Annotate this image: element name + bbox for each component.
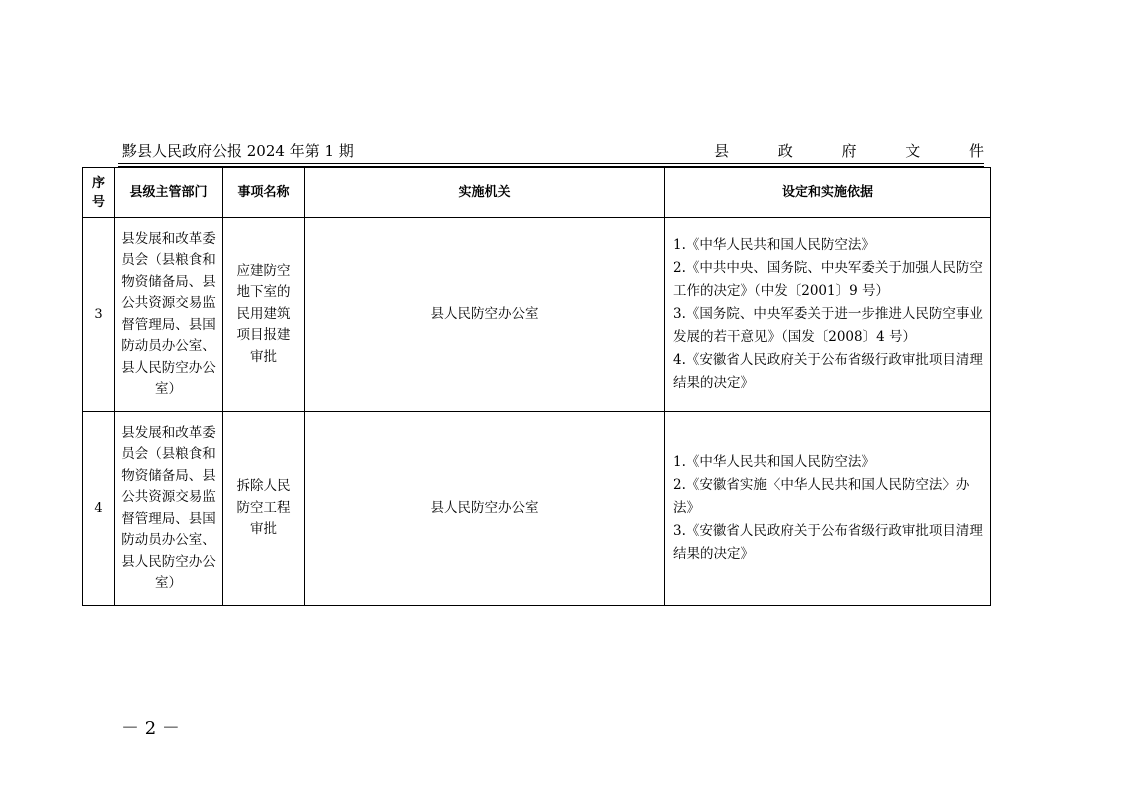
section-title xyxy=(714,141,984,161)
section-char: 文 xyxy=(905,142,921,160)
basis-item: 2.《安徽省实施〈中华人民共和国人民防空法〉办法》 xyxy=(673,477,970,516)
row-dept: 县发展和改革委员会（县粮食和物资储备局、县公共资源交易监督管理局、县国防动员办公室、县人民防空办公室） xyxy=(115,412,223,606)
bulletin-title: 黟县人民政府公报 2024 年第 1 期 xyxy=(122,142,354,160)
basis-item: 2.《中共中央、国务院、中央军委关于加强人民防空工作的决定》（中发〔2001〕9 号） xyxy=(673,260,983,299)
row-name: 应建防空地下室的民用建筑项目报建审批 xyxy=(223,218,305,412)
section-char: 府 xyxy=(841,142,857,160)
header-rule-thin xyxy=(118,163,984,164)
header-name: 事项名称 xyxy=(223,168,305,218)
basis-item: 1.《中华人民共和国人民防空法》 xyxy=(673,454,875,470)
section-char: 政 xyxy=(777,142,793,160)
table-row xyxy=(83,218,991,412)
table-header-row xyxy=(83,168,991,218)
section-char: 件 xyxy=(968,142,984,160)
row-agency: 县人民防空办公室 xyxy=(305,218,665,412)
row-seq: 4 xyxy=(83,412,115,606)
approval-items-table xyxy=(82,167,991,606)
page-number: － 2 － xyxy=(121,718,180,739)
row-dept: 县发展和改革委员会（县粮食和物资储备局、县公共资源交易监督管理局、县国防动员办公室、县人民防空办公室） xyxy=(115,218,223,412)
basis-item: 3.《国务院、中央军委关于进一步推进人民防空事业发展的若干意见》（国发〔2008〕4 号） xyxy=(673,306,983,345)
table-row xyxy=(83,412,991,606)
page-header xyxy=(118,141,984,165)
section-char: 县 xyxy=(714,142,730,160)
header-agency: 实施机关 xyxy=(305,168,665,218)
basis-item: 4.《安徽省人民政府关于公布省级行政审批项目清理结果的决定》 xyxy=(673,352,983,391)
header-seq: 序号 xyxy=(83,168,115,218)
basis-item: 3.《安徽省人民政府关于公布省级行政审批项目清理结果的决定》 xyxy=(673,523,983,562)
basis-item: 1.《中华人民共和国人民防空法》 xyxy=(673,237,875,253)
header-basis: 设定和实施依据 xyxy=(665,168,991,218)
row-name: 拆除人民防空工程审批 xyxy=(223,412,305,606)
row-agency: 县人民防空办公室 xyxy=(305,412,665,606)
row-seq: 3 xyxy=(83,218,115,412)
header-dept: 县级主管部门 xyxy=(115,168,223,218)
row-basis xyxy=(665,218,991,412)
row-basis xyxy=(665,412,991,606)
